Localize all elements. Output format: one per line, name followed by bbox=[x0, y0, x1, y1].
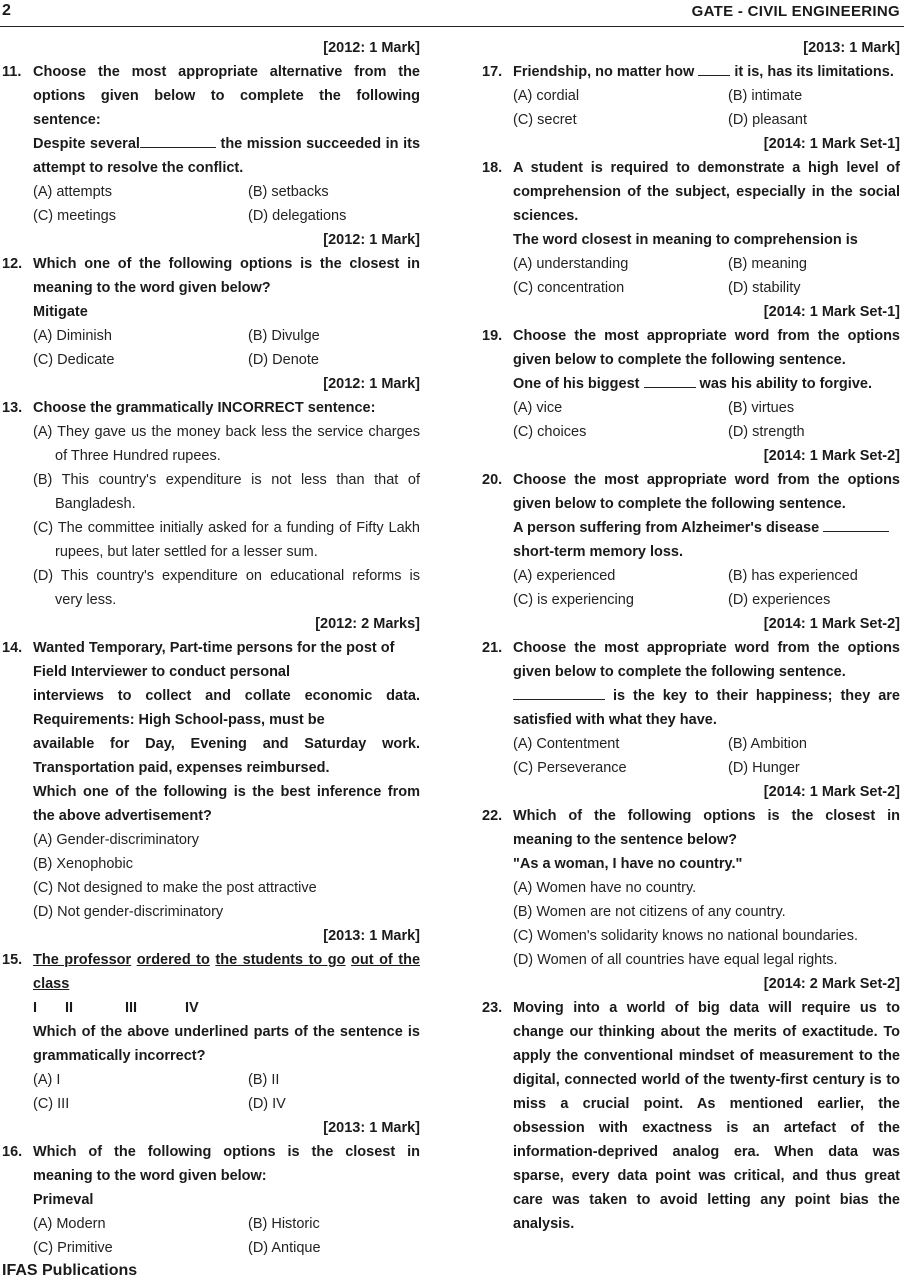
option-b: (B) has experienced bbox=[728, 568, 858, 584]
question-text: Choose the most appropriate word from the options given below to complete the following sentence. bbox=[513, 640, 900, 680]
question-text: A student is required to demonstrate a high level of comprehension of the subject, especially in the social sciences. bbox=[513, 160, 900, 224]
underlined-part-3: the students to go bbox=[215, 952, 346, 968]
question-sentence: Despite several the mission succeeded in its attempt to resolve the conflict. bbox=[33, 132, 420, 180]
options bbox=[33, 1068, 420, 1116]
question-23 bbox=[482, 996, 900, 1236]
left-column bbox=[2, 36, 420, 1260]
option-d: (D) This country's expenditure on educational reforms is very less. bbox=[33, 568, 420, 608]
underlined-sentence bbox=[33, 948, 420, 996]
option-d: (D) Denote bbox=[248, 352, 319, 368]
option-d: (D) Hunger bbox=[728, 760, 800, 776]
question-18 bbox=[482, 156, 900, 300]
question-number: 23. bbox=[482, 1000, 503, 1016]
option-c: (C) Dedicate bbox=[33, 352, 115, 368]
options bbox=[513, 564, 900, 612]
option-d: (D) stability bbox=[728, 280, 801, 296]
ad-line: Transportation paid, expenses reimbursed. bbox=[33, 760, 330, 776]
passage-text: Moving into a world of big data will require us to change our thinking about the merits of exactitude. To apply the conventional mindset of measurement to the digital, connected world of the twenty-first century is to miss a crucial point. As mentioned earlier, the obsession with exactness is an artefact of the information-deprived analog era. When data was sparse, every data point was critical, and thus great care was taken to avoid letting any point bias the analysis. bbox=[513, 1000, 900, 1232]
ad-line: Field Interviewer to conduct personal bbox=[33, 664, 291, 680]
option-c: (C) Not designed to make the post attractive bbox=[33, 880, 317, 896]
question-number: 16. bbox=[2, 1144, 23, 1160]
option-b: (B) meaning bbox=[728, 256, 807, 272]
option-b: (B) This country's expenditure is not less than that of Bangladesh. bbox=[33, 472, 420, 512]
option-c: (C) Perseverance bbox=[513, 760, 627, 776]
question-13 bbox=[2, 396, 420, 612]
option-c: (C) choices bbox=[513, 424, 587, 440]
question-quote: "As a woman, I have no country." bbox=[513, 856, 743, 872]
option-b: (B) intimate bbox=[728, 88, 803, 104]
question-text: Which of the following options is the closest in meaning to the word given below: bbox=[33, 1144, 420, 1184]
ad-line: Wanted Temporary, Part-time persons for the post of bbox=[33, 640, 395, 656]
mark-label: [2013: 1 Mark] bbox=[323, 1120, 420, 1136]
publisher-footer: IFAS Publications bbox=[2, 1262, 138, 1279]
option-a: (A) cordial bbox=[513, 88, 580, 104]
mark-label: [2012: 1 Mark] bbox=[323, 232, 420, 248]
page-header bbox=[0, 0, 904, 27]
options bbox=[33, 828, 420, 924]
underlined-part-2: ordered to bbox=[136, 952, 210, 968]
options bbox=[33, 420, 420, 612]
question-text: Which of the above underlined parts of the sentence is grammatically incorrect? bbox=[33, 1024, 420, 1064]
option-b: (B) virtues bbox=[728, 400, 795, 416]
roman-labels bbox=[33, 996, 420, 1020]
option-c: (C) secret bbox=[513, 112, 577, 128]
question-number: 17. bbox=[482, 64, 503, 80]
options bbox=[33, 324, 420, 372]
ad-line: interviews to collect and collate economic data. bbox=[33, 688, 420, 704]
underlined-part-4: out of the class bbox=[33, 952, 421, 992]
option-a: (A) understanding bbox=[513, 256, 629, 272]
option-b: (B) Xenophobic bbox=[33, 856, 133, 872]
option-b: (B) II bbox=[248, 1072, 280, 1088]
option-c: (C) Women's solidarity knows no national boundaries. bbox=[513, 928, 859, 944]
mark-label: [2014: 2 Mark Set-2] bbox=[763, 976, 900, 992]
option-d: (D) delegations bbox=[248, 208, 347, 224]
option-a: (A) I bbox=[33, 1072, 61, 1088]
question-text: Which one of the following is the best inference from the above advertisement? bbox=[33, 784, 420, 824]
question-22 bbox=[482, 804, 900, 972]
roman-3: III bbox=[125, 1000, 138, 1016]
question-number: 15. bbox=[2, 952, 23, 968]
option-b: (B) setbacks bbox=[248, 184, 329, 200]
mark-label: [2012: 1 Mark] bbox=[323, 376, 420, 392]
roman-4: IV bbox=[185, 1000, 199, 1016]
mark-label: [2014: 1 Mark Set-2] bbox=[763, 616, 900, 632]
question-number: 19. bbox=[482, 328, 503, 344]
mark-label: [2014: 1 Mark Set-1] bbox=[763, 136, 900, 152]
roman-2: II bbox=[65, 1000, 74, 1016]
mark-label: [2012: 1 Mark] bbox=[323, 40, 420, 56]
option-c: (C) The committee initially asked for a funding of Fifty Lakh rupees, but later settled for a lesser sum. bbox=[33, 520, 420, 560]
book-title: GATE - CIVIL ENGINEERING bbox=[691, 3, 900, 20]
roman-1: I bbox=[33, 1000, 38, 1016]
option-b: (B) Women are not citizens of any country. bbox=[513, 904, 786, 920]
question-sentence: A person suffering from Alzheimer's disease short-term memory loss. bbox=[513, 516, 900, 564]
question-text: Choose the most appropriate word from the options given below to complete the following sentence. bbox=[513, 472, 900, 512]
question-17 bbox=[482, 60, 900, 132]
question-number: 13. bbox=[2, 400, 23, 416]
question-text: Choose the grammatically INCORRECT sentence: bbox=[33, 400, 376, 416]
option-c: (C) concentration bbox=[513, 280, 625, 296]
page-number: 2 bbox=[2, 2, 11, 19]
question-15 bbox=[2, 948, 420, 1116]
right-column bbox=[482, 36, 900, 1236]
question-text: Choose the most appropriate word from the options given below to complete the following sentence. bbox=[513, 328, 900, 368]
option-d: (D) Not gender-discriminatory bbox=[33, 904, 224, 920]
question-sentence: is the key to their happiness; they are satisfied with what they have. bbox=[513, 684, 900, 732]
options bbox=[513, 732, 900, 780]
question-text-2: The word closest in meaning to comprehension is bbox=[513, 232, 858, 248]
option-a: (A) vice bbox=[513, 400, 563, 416]
mark-label: [2014: 1 Mark Set-2] bbox=[763, 784, 900, 800]
option-c: (C) Primitive bbox=[33, 1240, 113, 1256]
option-a: (A) They gave us the money back less the service charges of Three Hundred rupees. bbox=[33, 424, 420, 464]
question-21 bbox=[482, 636, 900, 780]
option-a: (A) Modern bbox=[33, 1216, 106, 1232]
question-11 bbox=[2, 60, 420, 228]
mark-label: [2014: 1 Mark Set-1] bbox=[763, 304, 900, 320]
option-b: (B) Ambition bbox=[728, 736, 807, 752]
option-b: (B) Historic bbox=[248, 1216, 320, 1232]
option-d: (D) experiences bbox=[728, 592, 831, 608]
option-a: (A) Diminish bbox=[33, 328, 112, 344]
question-text: Which one of the following options is the closest in meaning to the word given below? bbox=[33, 256, 420, 296]
question-number: 20. bbox=[482, 472, 503, 488]
question-14 bbox=[2, 636, 420, 924]
ad-line: available for Day, Evening and Saturday work. bbox=[33, 736, 420, 752]
question-text: Friendship, no matter how it is, has its limitations. bbox=[513, 60, 900, 84]
options bbox=[513, 252, 900, 300]
option-d: (D) pleasant bbox=[728, 112, 807, 128]
question-text: Which of the following options is the closest in meaning to the sentence below? bbox=[513, 808, 900, 848]
option-d: (D) Women of all countries have equal legal rights. bbox=[513, 952, 838, 968]
question-number: 22. bbox=[482, 808, 503, 824]
question-19 bbox=[482, 324, 900, 444]
question-number: 14. bbox=[2, 640, 23, 656]
question-sentence: One of his biggest was his ability to forgive. bbox=[513, 372, 900, 396]
options bbox=[513, 84, 900, 132]
option-d: (D) IV bbox=[248, 1096, 286, 1112]
options bbox=[513, 396, 900, 444]
option-a: (A) Women have no country. bbox=[513, 880, 697, 896]
question-20 bbox=[482, 468, 900, 612]
option-a: (A) Gender-discriminatory bbox=[33, 832, 199, 848]
option-b: (B) Divulge bbox=[248, 328, 320, 344]
options bbox=[33, 180, 420, 228]
question-12 bbox=[2, 252, 420, 372]
option-d: (D) strength bbox=[728, 424, 805, 440]
question-16 bbox=[2, 1140, 420, 1260]
mark-label: [2013: 1 Mark] bbox=[323, 928, 420, 944]
question-word: Primeval bbox=[33, 1192, 94, 1208]
question-number: 11. bbox=[2, 64, 22, 80]
question-word: Mitigate bbox=[33, 304, 88, 320]
question-number: 12. bbox=[2, 256, 23, 272]
option-d: (D) Antique bbox=[248, 1240, 321, 1256]
option-c: (C) meetings bbox=[33, 208, 116, 224]
option-a: (A) experienced bbox=[513, 568, 616, 584]
option-a: (A) attempts bbox=[33, 184, 112, 200]
question-number: 21. bbox=[482, 640, 503, 656]
question-number: 18. bbox=[482, 160, 503, 176]
mark-label: [2014: 1 Mark Set-2] bbox=[763, 448, 900, 464]
mark-label: [2013: 1 Mark] bbox=[803, 40, 900, 56]
question-text: Choose the most appropriate alternative from the options given below to complete the following sentence: bbox=[33, 64, 420, 128]
option-c: (C) III bbox=[33, 1096, 70, 1112]
option-c: (C) is experiencing bbox=[513, 592, 634, 608]
underlined-part-1: The professor bbox=[33, 952, 132, 968]
options bbox=[513, 876, 900, 972]
ad-line: Requirements: High School-pass, must be bbox=[33, 712, 325, 728]
options bbox=[33, 1212, 420, 1260]
mark-label: [2012: 2 Marks] bbox=[315, 616, 420, 632]
option-a: (A) Contentment bbox=[513, 736, 620, 752]
